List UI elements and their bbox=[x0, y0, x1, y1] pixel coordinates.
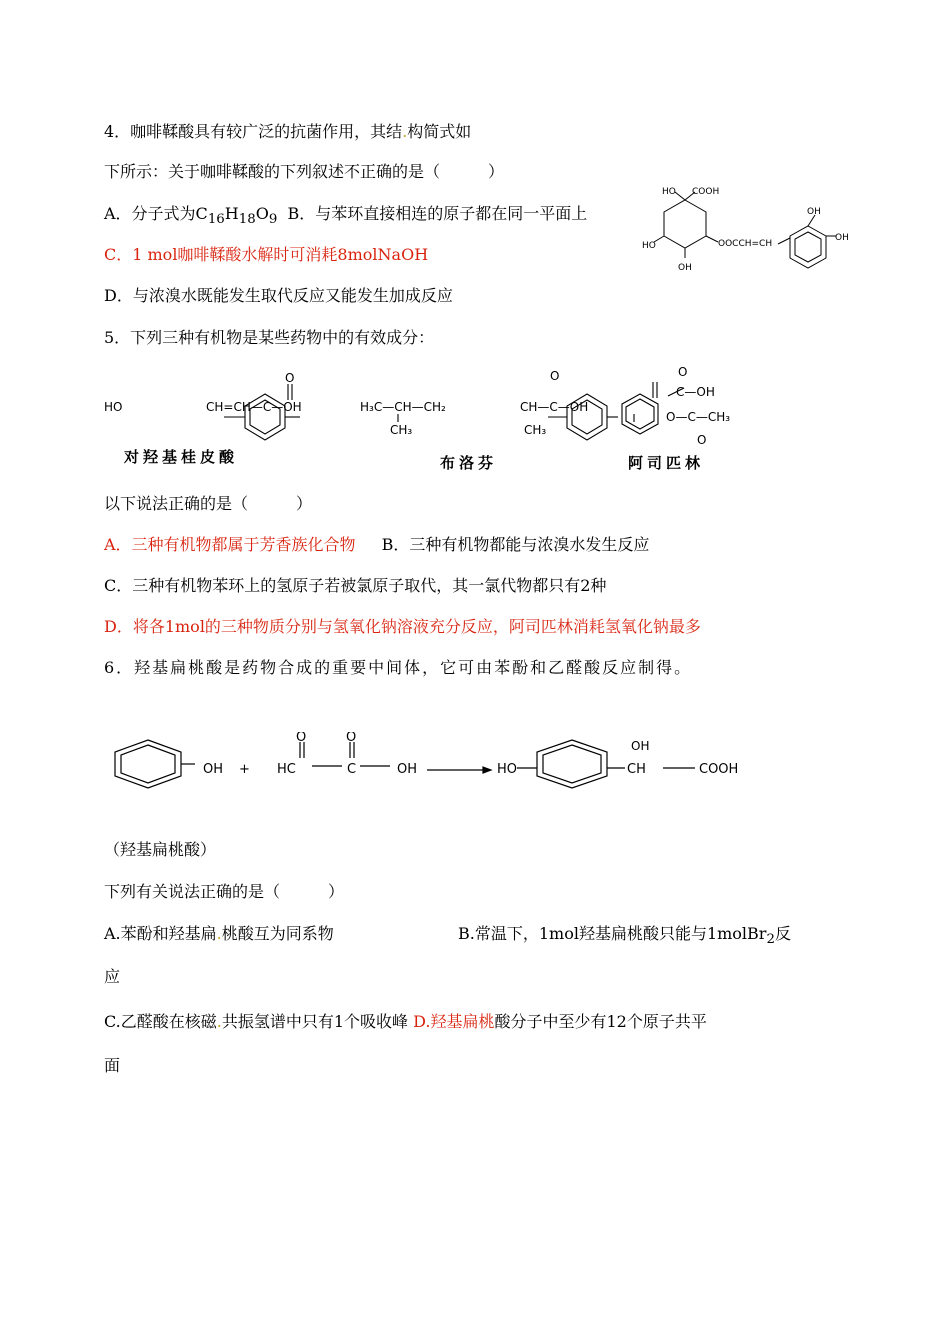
eq-acid-oh: OH bbox=[397, 762, 418, 777]
q5-options-ab bbox=[104, 535, 649, 555]
label-cooh: COOH bbox=[692, 187, 720, 197]
q4-opt-c: C．1 mol咖啡鞣酸水解时可消耗8molNaOH bbox=[104, 245, 429, 264]
q4-stem-text-b: 构简式如 bbox=[407, 122, 472, 141]
q4-stem-text-a: 4．咖啡鞣酸具有较广泛的抗菌作用，其结 bbox=[104, 122, 403, 141]
q6-opt-b-cont: 应 bbox=[104, 967, 121, 986]
q4-opt-b: B．与苯环直接相连的原子都在同一平面上 bbox=[287, 204, 588, 223]
eq-phenol-oh: OH bbox=[203, 762, 224, 777]
sub: 16 bbox=[207, 212, 225, 228]
q6-opt-a-b: 桃酸互为同系物 bbox=[221, 924, 334, 943]
q4-opt-a bbox=[104, 204, 278, 228]
sub: 18 bbox=[238, 212, 256, 228]
q5-opt-b: B．三种有机物都能与浓溴水发生反应 bbox=[381, 535, 650, 554]
q6-opt-a-a: A.苯酚和羟基扁 bbox=[104, 924, 217, 943]
dot-mark: . bbox=[402, 122, 408, 141]
q6-opt-c-a: C.乙醛酸在核磁 bbox=[104, 1012, 217, 1031]
q6-opt-d-b: 酸分子中至少有12个原子共平 bbox=[494, 1012, 707, 1031]
caffeic-quinic-structure bbox=[640, 178, 850, 278]
label-oh-bottom: OH bbox=[678, 263, 692, 273]
eq-product-ch: CH bbox=[627, 762, 646, 777]
q6-stem: 6．羟基扁桃酸是药物合成的重要中间体，它可由苯酚和乙醛酸反应制得。 bbox=[104, 658, 693, 677]
s2-right: CH—C—OH bbox=[520, 400, 589, 414]
dot-mark: . bbox=[216, 924, 222, 943]
s3-o2: O bbox=[697, 433, 707, 447]
q6-opt-b-a: B.常温下，1mol羟基扁桃酸只能与1molBr bbox=[458, 924, 767, 943]
eq-hc: HC bbox=[277, 762, 296, 777]
q4-stem-line1 bbox=[104, 122, 471, 142]
label-ho-left: HO bbox=[642, 241, 656, 251]
q4-stem-line2: 下所示：关于咖啡鞣酸的下列叙述不正确的是（ ） bbox=[104, 162, 505, 181]
s3-ester: O—C—CH₃ bbox=[666, 410, 731, 424]
q6-opt-d-a: D.羟基扁桃 bbox=[413, 1012, 495, 1031]
eq-o2: O bbox=[346, 732, 357, 745]
eq-plus: + bbox=[239, 762, 250, 777]
q6-opt-b bbox=[458, 924, 791, 950]
q5-stem: 5．下列三种有机物是某些药物中的有效成分： bbox=[104, 328, 435, 347]
eq-c: C bbox=[347, 762, 357, 777]
sub: 9 bbox=[268, 212, 278, 228]
q6-question: 下列有关说法正确的是（ ） bbox=[104, 882, 345, 901]
s1-name: 对羟基桂皮酸 bbox=[124, 448, 239, 466]
s2-o: O bbox=[550, 369, 560, 383]
s1-ho: HO bbox=[104, 400, 123, 414]
q6-product-name: （羟基扁桃酸） bbox=[104, 840, 217, 859]
s2-ch3b: CH₃ bbox=[524, 423, 547, 437]
s1-chain: CH=CH—C—OH bbox=[206, 400, 302, 414]
eq-product-cooh: COOH bbox=[699, 762, 739, 777]
eq-o1: O bbox=[296, 732, 307, 745]
q4-opt-a-o: O bbox=[255, 204, 269, 223]
q6-options-ab bbox=[104, 924, 334, 944]
q5-opt-c: C．三种有机物苯环上的氢原子若被氯原子取代，其一氯代物都只有2种 bbox=[104, 576, 607, 595]
label-oh-ring1: OH bbox=[807, 207, 821, 217]
label-ester: OOCCH=CH bbox=[718, 239, 773, 249]
q6-reaction-equation bbox=[105, 732, 765, 798]
eq-product-oh: OH bbox=[631, 739, 650, 753]
sub: 2 bbox=[766, 932, 775, 948]
s3-name: 阿司匹林 bbox=[628, 454, 705, 472]
q4-opt-d: D．与浓溴水既能发生取代反应又能发生加成反应 bbox=[104, 286, 453, 305]
s2-ch3: CH₃ bbox=[390, 423, 413, 437]
q6-opt-d-cont: 面 bbox=[104, 1056, 121, 1075]
q5-opt-a: A．三种有机物都属于芳香族化合物 bbox=[104, 535, 356, 554]
q5-opt-d: D．将各1mol的三种物质分别与氢氧化钠溶液充分反应，阿司匹林消耗氢氧化钠最多 bbox=[104, 617, 701, 636]
q4-opt-a-h: H bbox=[224, 204, 239, 223]
q4-opt-a-text: A．分子式为C bbox=[104, 204, 208, 223]
q6-opt-b-b: 反 bbox=[774, 924, 791, 943]
q6-options-cd bbox=[104, 1012, 707, 1032]
q5-question: 以下说法正确的是（ ） bbox=[104, 494, 313, 513]
s2-name: 布洛芬 bbox=[440, 454, 498, 472]
s2-left: H₃C—CH—CH₂ bbox=[360, 400, 446, 414]
dot-mark: . bbox=[216, 1012, 222, 1031]
label-oh-ring2: OH bbox=[835, 233, 849, 243]
s1-o: O bbox=[285, 371, 295, 385]
label-ho-top: HO bbox=[662, 187, 676, 197]
s3-o1: O bbox=[678, 366, 688, 379]
q4-options-ab bbox=[104, 204, 587, 230]
s3-cooh: C—OH bbox=[676, 385, 715, 399]
q6-opt-c-b: 共振氢谱中只有1个吸收峰 bbox=[221, 1012, 409, 1031]
eq-product-ho: HO bbox=[497, 762, 518, 777]
